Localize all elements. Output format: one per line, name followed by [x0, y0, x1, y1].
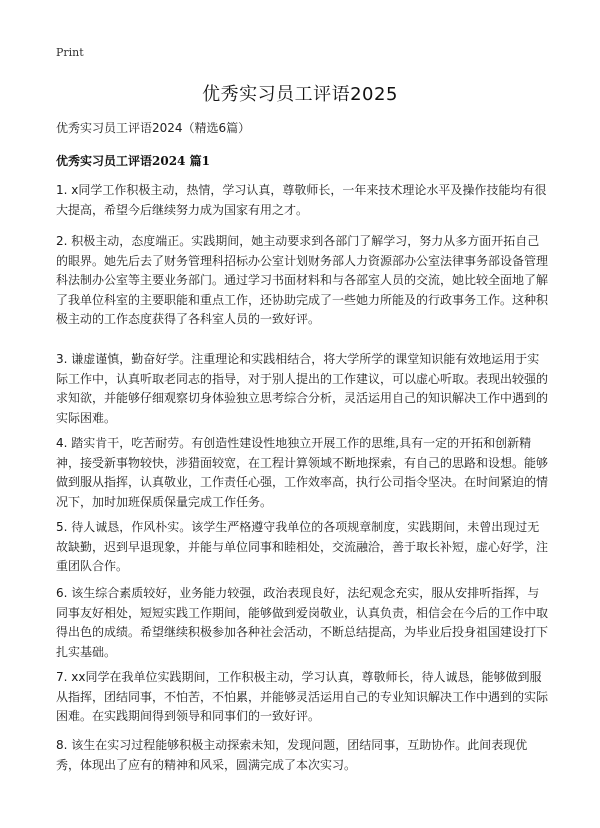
paragraph-2: 2. 积极主动，态度端正。实践期间，她主动要求到各部门了解学习，努力从多方面开拓自己的眼界。她先后去了财务管理科招标办公室计划财务部人力资源部办公室法律事务部设备管理科法制办公室等主要业务部门。通过学习书面材料和与各部室人员的交流，她比较全面地了解了我单位科室的主要职能和重点工作，还协助完成了一些她力所能及的行政事务工作。这种积极主动的工作态度获得了各科室人员的一致好评。	[56, 234, 549, 326]
section-heading: 优秀实习员工评语2024 篇1	[56, 154, 210, 168]
paragraph-7: 7. xx同学在我单位实践期间，工作积极主动，学习认真，尊敬师长，待人诚恳，能够做到服从指挥，团结同事，不怕苦，不怕累，并能够灵活运用自己的专业知识解决工作中遇到的实际困难。在实践期间得到领导和同事们的一致好评。	[56, 670, 549, 723]
paragraph-1: 1. x同学工作积极主动，热情，学习认真，尊敬师长，一年来技术理论水平及操作技能均有很大提高，希望今后继续努力成为国家有用之才。	[56, 183, 547, 217]
document-subtitle: 优秀实习员工评语2024（精选6篇）	[56, 121, 251, 135]
document-title: 优秀实习员工评语2025	[202, 84, 398, 105]
paragraph-8: 8. 该生在实习过程能够积极主动探索未知，发现问题，团结同事，互助协作。此间表现优秀，体现出了应有的精神和风采，圆满完成了本次实习。	[56, 738, 528, 772]
paragraph-3: 3. 谦虚谨慎，勤奋好学。注重理论和实践相结合，将大学所学的课堂知识能有效地运用于实际工作中，认真听取老同志的指导，对于别人提出的工作建议，可以虚心听取。表现出较强的求知欲，并能够仔细观察切身体验独立思考综合分析，灵活运用自己的知识解决工作中遇到的实际困难。	[56, 352, 549, 425]
paragraph-4: 4. 踏实肯干，吃苦耐劳。有创造性建设性地独立开展工作的思维,具有一定的开拓和创新精神，接受新事物较快，涉猎面较宽，在工程计算领域不断地探索，有自己的思路和设想。能够做到服从指挥，认真敬业，工作责任心强，工作效率高，执行公司指令坚决。在时间紧迫的情况下，加时加班保质保量完成工作任务。	[56, 436, 549, 509]
paragraph-6: 6. 该生综合素质较好，业务能力较强，政治表现良好，法纪观念充实，服从安排听指挥，与同事友好相处，短短实践工作期间，能够做到爱岗敬业，认真负责，相信会在今后的工作中取得出色的成绩。希望继续积极参加各种社会活动，不断总结提高，为毕业后投身祖国建设打下扎实基础。	[56, 586, 549, 659]
paragraph-5: 5. 待人诚恳，作风朴实。该学生严格遵守我单位的各项规章制度，实践期间，未曾出现过无故缺勤，迟到早退现象，并能与单位同事和睦相处，交流融洽，善于取长补短，虚心好学，注重团队合作。	[56, 520, 549, 573]
print-label: Print	[56, 46, 84, 59]
